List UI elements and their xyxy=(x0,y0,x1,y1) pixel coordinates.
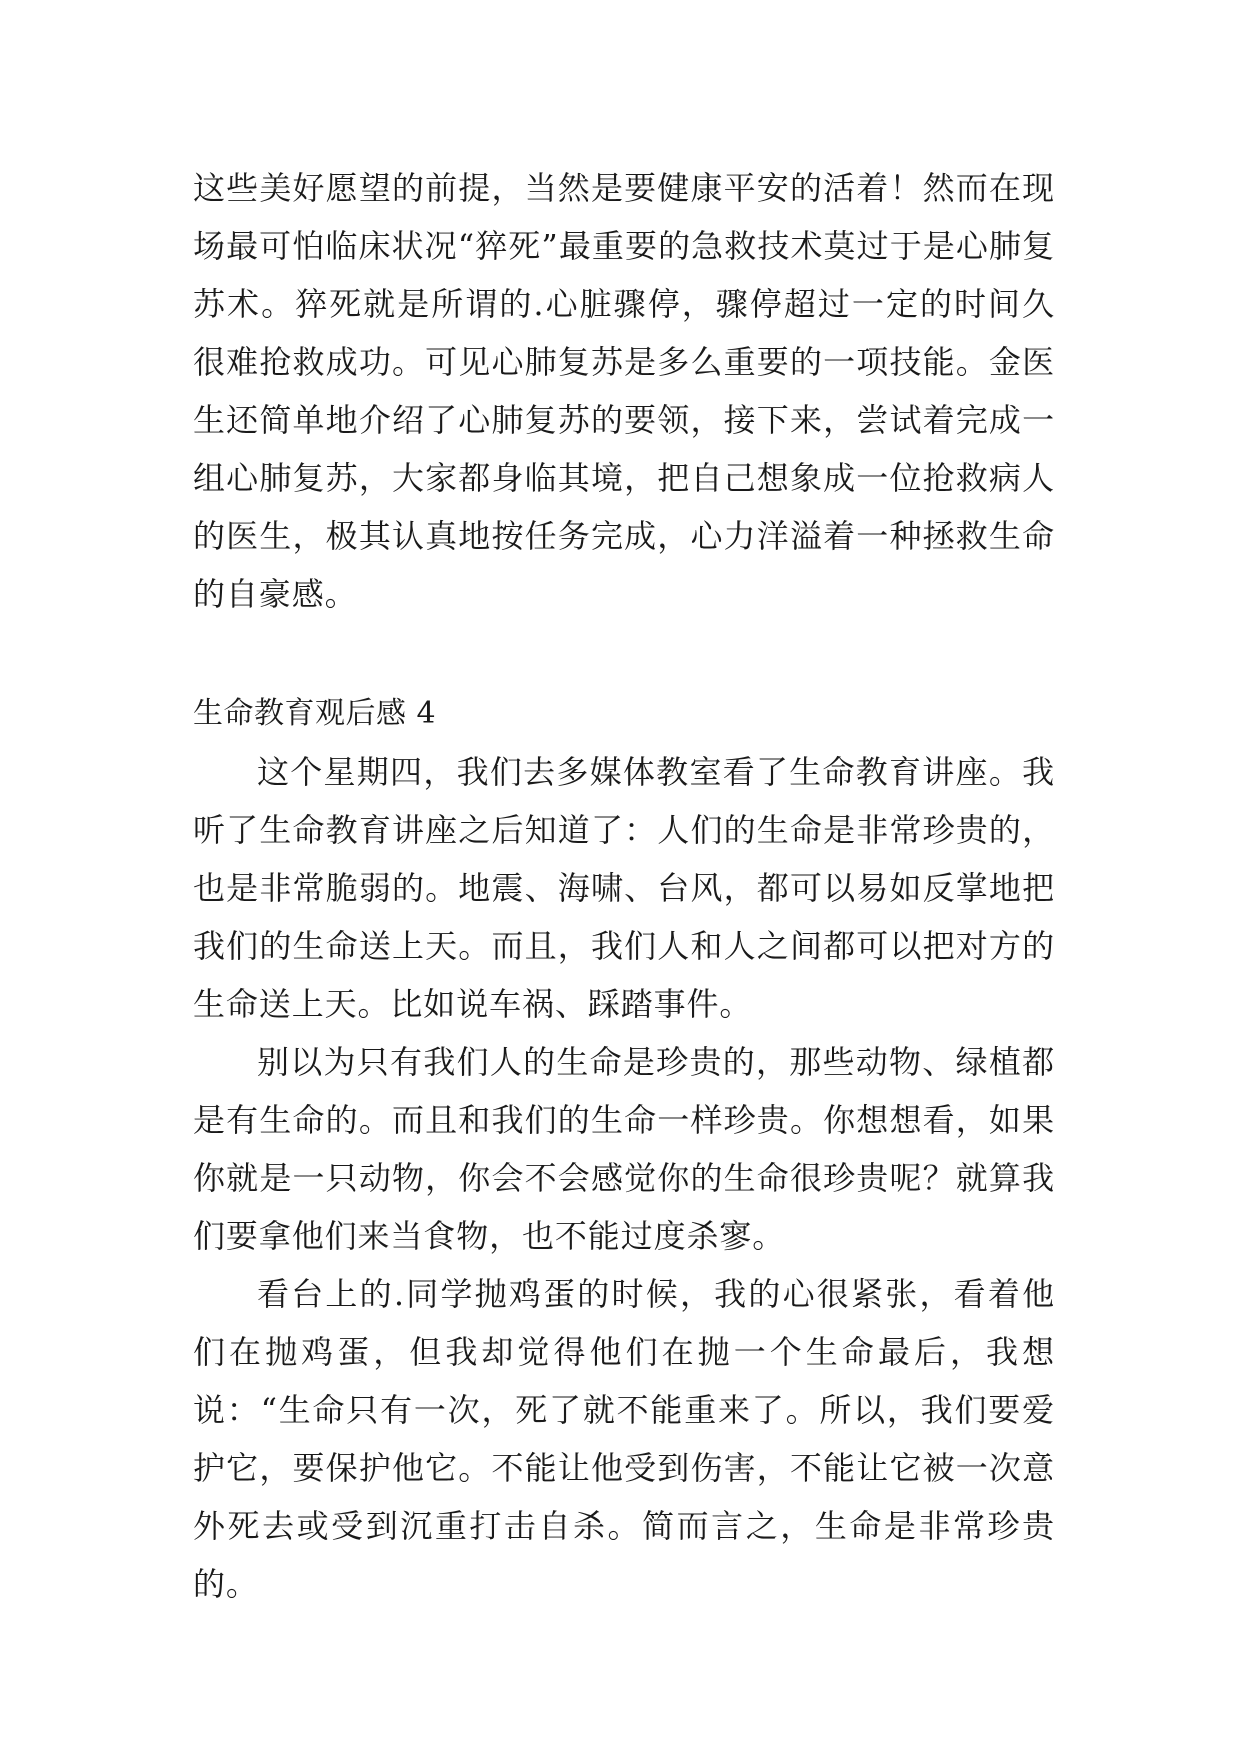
section-body xyxy=(193,743,1055,1613)
paragraph: 别以为只有我们人的生命是珍贵的，那些动物、绿植都是有生命的。而且和我们的生命一样珍贵。你想想看，如果你就是一只动物，你会不会感觉你的生命很珍贵呢？就算我们要拿他们来当食物，也不能过度杀寥。 xyxy=(193,1043,1055,1255)
section-heading: 生命教育观后感 4 xyxy=(193,696,437,731)
paragraph: 这个星期四，我们去多媒体教室看了生命教育讲座。我听了生命教育讲座之后知道了：人们的生命是非常珍贵的，也是非常脆弱的。地震、海啸、台风，都可以易如反掌地把我们的生命送上天。而且，我们人和人之间都可以把对方的生命送上天。比如说车祸、踩踏事件。 xyxy=(193,753,1055,1023)
paragraph: 看台上的.同学抛鸡蛋的时候，我的心很紧张，看着他们在抛鸡蛋，但我却觉得他们在抛一个生命最后，我想说：“生命只有一次，死了就不能重来了。所以，我们要爱护它，要保护他它。不能让他受到伤害，不能让它被一次意外死去或受到沉重打击自杀。简而言之，生命是非常珍贵的。 xyxy=(193,1275,1055,1603)
paragraph: 这些美好愿望的前提，当然是要健康平安的活着！然而在现场最可怕临床状况“猝死”最重要的急救技术莫过于是心肺复苏术。猝死就是所谓的.心脏骤停，骤停超过一定的时间久很难抢救成功。可见心肺复苏是多么重要的一项技能。金医生还简单地介绍了心肺复苏的要领，接下来，尝试着完成一组心肺复苏，大家都身临其境，把自己想象成一位抢救病人的医生，极其认真地按任务完成，心力洋溢着一种拯救生命的自豪感。 xyxy=(193,169,1055,613)
continuation-text xyxy=(193,159,1055,623)
